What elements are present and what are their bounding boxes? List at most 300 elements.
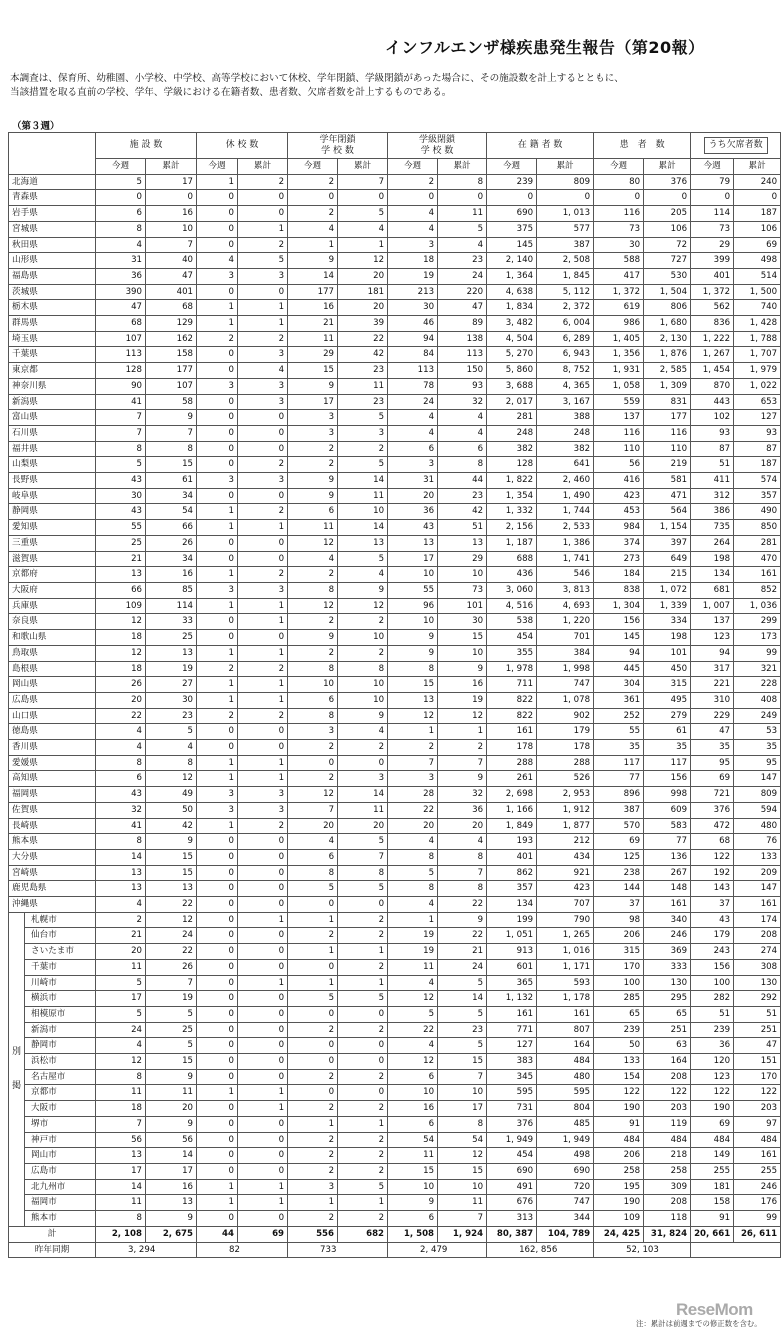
row-name: 兵庫県 — [9, 598, 96, 614]
table-cell: 16 — [146, 1179, 197, 1195]
row-name: 高知県 — [9, 771, 96, 787]
table-cell: 0 — [197, 630, 238, 646]
table-cell: 484 — [594, 1132, 644, 1148]
table-cell: 1 — [197, 677, 238, 693]
table-cell: 106 — [734, 221, 781, 237]
table-cell: 1 — [338, 975, 388, 991]
table-cell: 127 — [734, 410, 781, 426]
table-cell: 18 — [96, 630, 146, 646]
table-cell: 9 — [146, 1069, 197, 1085]
table-cell: 2 — [288, 645, 338, 661]
header-facilities: 施 設 数 — [96, 133, 197, 159]
table-cell: 3, 167 — [537, 394, 594, 410]
table-row — [9, 1006, 781, 1022]
table-cell: 4 — [438, 425, 487, 441]
corner-cell — [9, 133, 96, 175]
table-cell: 1, 372 — [594, 284, 644, 300]
table-cell: 95 — [691, 755, 734, 771]
table-cell: 0 — [197, 284, 238, 300]
table-cell: 282 — [691, 991, 734, 1007]
table-cell: 8 — [146, 755, 197, 771]
table-cell: 902 — [537, 708, 594, 724]
table-cell: 740 — [734, 300, 781, 316]
table-cell: 3 — [197, 787, 238, 803]
table-cell: 20 — [338, 300, 388, 316]
table-row — [9, 174, 781, 190]
table-cell: 5 — [288, 991, 338, 1007]
table-cell: 1, 876 — [644, 347, 691, 363]
last-year-cell: 3, 294 — [96, 1242, 197, 1258]
row-name: 石川県 — [9, 425, 96, 441]
table-row — [9, 614, 781, 630]
table-row — [9, 221, 781, 237]
table-cell: 251 — [644, 1022, 691, 1038]
table-cell: 498 — [734, 253, 781, 269]
table-cell: 3 — [238, 378, 288, 394]
table-cell: 25 — [146, 630, 197, 646]
table-cell: 408 — [734, 692, 781, 708]
table-cell: 1 — [197, 174, 238, 190]
table-cell: 0 — [238, 1116, 288, 1132]
table-cell: 5 — [96, 975, 146, 991]
table-row — [9, 488, 781, 504]
table-cell: 771 — [487, 1022, 537, 1038]
table-cell: 16 — [146, 206, 197, 222]
table-cell: 0 — [238, 206, 288, 222]
table-cell: 526 — [537, 771, 594, 787]
table-row — [9, 661, 781, 677]
table-cell: 4 — [288, 221, 338, 237]
table-cell: 1, 007 — [691, 598, 734, 614]
table-cell: 150 — [438, 363, 487, 379]
table-cell: 0 — [197, 912, 238, 928]
table-cell: 248 — [487, 425, 537, 441]
table-cell: 1 — [197, 1195, 238, 1211]
table-cell: 0 — [197, 221, 238, 237]
table-cell: 8 — [96, 1069, 146, 1085]
table-cell: 122 — [734, 1085, 781, 1101]
table-cell: 10 — [438, 567, 487, 583]
table-row — [9, 410, 781, 426]
footnote: 注：累計は前週までの修正数を含む。 — [636, 1319, 762, 1328]
table-cell: 9 — [146, 834, 197, 850]
table-cell: 238 — [594, 865, 644, 881]
table-cell: 246 — [734, 1179, 781, 1195]
table-cell: 5 — [338, 551, 388, 567]
table-cell: 5 — [146, 1038, 197, 1054]
table-cell: 0 — [288, 755, 338, 771]
table-cell: 118 — [644, 1211, 691, 1227]
table-cell: 4 — [388, 897, 438, 913]
table-cell: 0 — [197, 724, 238, 740]
table-cell: 619 — [594, 300, 644, 316]
table-cell: 12 — [288, 598, 338, 614]
table-row — [9, 818, 781, 834]
table-cell: 2 — [338, 1101, 388, 1117]
row-name: 和歌山県 — [9, 630, 96, 646]
row-name: 名古屋市 — [25, 1069, 96, 1085]
table-cell: 0 — [197, 1022, 238, 1038]
table-cell: 6 — [388, 1116, 438, 1132]
table-row — [9, 582, 781, 598]
table-cell: 0 — [197, 488, 238, 504]
table-cell: 14 — [338, 473, 388, 489]
table-cell: 0 — [238, 630, 288, 646]
table-cell: 1, 356 — [594, 347, 644, 363]
table-cell: 1 — [197, 598, 238, 614]
table-cell: 2 — [338, 1132, 388, 1148]
table-cell: 5 — [146, 1006, 197, 1022]
table-cell: 128 — [487, 457, 537, 473]
table-cell: 562 — [691, 300, 734, 316]
table-cell: 11 — [338, 802, 388, 818]
table-cell: 69 — [691, 771, 734, 787]
table-cell: 2 — [288, 1101, 338, 1117]
table-cell: 390 — [96, 284, 146, 300]
row-name: 群馬県 — [9, 316, 96, 332]
table-cell: 20 — [288, 818, 338, 834]
table-cell: 344 — [537, 1211, 594, 1227]
table-cell: 119 — [644, 1116, 691, 1132]
header-closures: 休 校 数 — [197, 133, 288, 159]
table-cell: 2 — [338, 1148, 388, 1164]
table-row — [9, 347, 781, 363]
table-cell: 376 — [691, 802, 734, 818]
table-cell: 25 — [96, 535, 146, 551]
table-cell: 0 — [238, 1022, 288, 1038]
table-cell: 0 — [238, 1006, 288, 1022]
subheader-cumulative: 累計 — [537, 159, 594, 175]
table-cell: 255 — [734, 1164, 781, 1180]
table-cell: 5 — [288, 881, 338, 897]
table-cell: 177 — [146, 363, 197, 379]
table-cell: 91 — [594, 1116, 644, 1132]
table-row — [9, 473, 781, 489]
table-cell: 308 — [734, 959, 781, 975]
table-cell: 15 — [438, 630, 487, 646]
table-cell: 355 — [487, 645, 537, 661]
table-cell: 55 — [594, 724, 644, 740]
table-cell: 2 — [288, 614, 338, 630]
table-cell: 10 — [338, 692, 388, 708]
table-cell: 4 — [96, 724, 146, 740]
table-cell: 9 — [288, 488, 338, 504]
table-cell: 69 — [734, 237, 781, 253]
table-cell: 4, 693 — [537, 598, 594, 614]
table-cell: 3, 060 — [487, 582, 537, 598]
table-cell: 401 — [487, 849, 537, 865]
table-cell: 2 — [338, 740, 388, 756]
row-name: 秋田県 — [9, 237, 96, 253]
table-cell: 31 — [388, 473, 438, 489]
table-cell: 0 — [197, 1132, 238, 1148]
table-cell: 24 — [438, 268, 487, 284]
table-cell: 35 — [644, 740, 691, 756]
table-cell: 0 — [338, 755, 388, 771]
table-cell: 30 — [388, 300, 438, 316]
table-cell: 12 — [288, 535, 338, 551]
table-cell: 0 — [197, 614, 238, 630]
table-cell: 0 — [288, 1054, 338, 1070]
total-cell: 1, 508 — [388, 1226, 438, 1242]
row-name: さいたま市 — [25, 944, 96, 960]
table-cell: 747 — [537, 677, 594, 693]
table-row — [9, 268, 781, 284]
row-name: 愛媛県 — [9, 755, 96, 771]
table-cell: 0 — [238, 740, 288, 756]
table-cell: 1 — [288, 912, 338, 928]
header-absent-label: うち欠席者数 — [704, 137, 768, 154]
table-cell: 8 — [146, 441, 197, 457]
table-cell: 2 — [238, 174, 288, 190]
table-cell: 2 — [238, 661, 288, 677]
table-cell: 2 — [288, 740, 338, 756]
table-cell: 54 — [388, 1132, 438, 1148]
row-name: 新潟県 — [9, 394, 96, 410]
table-cell: 22 — [388, 1022, 438, 1038]
table-cell: 128 — [96, 363, 146, 379]
table-cell: 436 — [487, 567, 537, 583]
table-cell: 51 — [438, 520, 487, 536]
week-label: （第３週） — [12, 121, 60, 132]
table-cell: 138 — [438, 331, 487, 347]
table-row — [9, 535, 781, 551]
table-cell: 19 — [388, 928, 438, 944]
table-cell: 1 — [197, 316, 238, 332]
table-cell: 36 — [691, 1038, 734, 1054]
table-row — [9, 959, 781, 975]
table-cell: 1 — [238, 975, 288, 991]
table-cell: 5 — [438, 1038, 487, 1054]
table-cell: 4 — [338, 724, 388, 740]
table-cell: 8 — [96, 834, 146, 850]
table-cell: 243 — [691, 944, 734, 960]
table-row — [9, 755, 781, 771]
table-cell: 208 — [734, 928, 781, 944]
table-cell: 114 — [691, 206, 734, 222]
subheader-this-week: 今週 — [96, 159, 146, 175]
table-cell: 0 — [238, 724, 288, 740]
table-cell: 340 — [644, 912, 691, 928]
table-cell: 30 — [146, 692, 197, 708]
table-row — [9, 300, 781, 316]
table-cell: 0 — [197, 944, 238, 960]
table-cell: 0 — [197, 535, 238, 551]
table-cell: 187 — [734, 206, 781, 222]
subheader-cumulative: 累計 — [644, 159, 691, 175]
table-cell: 0 — [197, 1211, 238, 1227]
table-cell: 14 — [338, 520, 388, 536]
table-cell: 1, 078 — [537, 692, 594, 708]
table-cell: 8 — [388, 849, 438, 865]
subheader-cumulative: 累計 — [146, 159, 197, 175]
table-cell: 95 — [734, 755, 781, 771]
table-cell: 480 — [537, 1069, 594, 1085]
table-cell: 206 — [594, 1148, 644, 1164]
table-cell: 10 — [388, 1179, 438, 1195]
table-cell: 3 — [238, 347, 288, 363]
table-cell: 1 — [288, 237, 338, 253]
table-cell: 0 — [238, 1038, 288, 1054]
table-cell: 37 — [594, 897, 644, 913]
table-cell: 4 — [146, 740, 197, 756]
table-cell: 12 — [338, 253, 388, 269]
table-cell: 42 — [438, 504, 487, 520]
table-cell: 8 — [288, 661, 338, 677]
table-cell: 491 — [487, 1179, 537, 1195]
table-row — [9, 897, 781, 913]
table-cell: 1 — [438, 724, 487, 740]
table-cell: 248 — [537, 425, 594, 441]
table-cell: 1, 304 — [594, 598, 644, 614]
table-cell: 0 — [197, 897, 238, 913]
table-cell: 109 — [96, 598, 146, 614]
table-cell: 77 — [594, 771, 644, 787]
table-cell: 1, 998 — [537, 661, 594, 677]
table-cell: 3, 482 — [487, 316, 537, 332]
table-cell: 117 — [594, 755, 644, 771]
table-row — [9, 1211, 781, 1227]
row-name: 長崎県 — [9, 818, 96, 834]
table-cell: 0 — [487, 190, 537, 206]
table-cell: 0 — [197, 441, 238, 457]
table-cell: 22 — [388, 802, 438, 818]
table-cell: 1, 877 — [537, 818, 594, 834]
table-cell: 0 — [197, 991, 238, 1007]
table-cell: 0 — [197, 347, 238, 363]
table-cell: 416 — [594, 473, 644, 489]
table-cell: 595 — [537, 1085, 594, 1101]
table-cell: 2 — [238, 818, 288, 834]
table-cell: 6 — [288, 849, 338, 865]
table-cell: 23 — [438, 1022, 487, 1038]
table-cell: 78 — [388, 378, 438, 394]
table-cell: 50 — [594, 1038, 644, 1054]
row-name: 埼玉県 — [9, 331, 96, 347]
table-cell: 72 — [644, 237, 691, 253]
row-name: 川崎市 — [25, 975, 96, 991]
table-cell: 6, 943 — [537, 347, 594, 363]
table-cell: 495 — [644, 692, 691, 708]
table-row — [9, 708, 781, 724]
table-cell: 8 — [438, 457, 487, 473]
table-cell: 179 — [537, 724, 594, 740]
table-cell: 0 — [197, 425, 238, 441]
row-name: 三重県 — [9, 535, 96, 551]
table-cell: 24 — [146, 928, 197, 944]
table-cell: 10 — [438, 1085, 487, 1101]
table-row — [9, 1022, 781, 1038]
table-cell: 9 — [288, 378, 338, 394]
table-cell: 8 — [438, 174, 487, 190]
table-cell: 3 — [288, 410, 338, 426]
table-cell: 113 — [388, 363, 438, 379]
table-cell: 0 — [96, 190, 146, 206]
table-cell: 472 — [691, 818, 734, 834]
total-cell: 80, 387 — [487, 1226, 537, 1242]
table-cell: 2 — [288, 1164, 338, 1180]
table-cell: 5 — [338, 881, 388, 897]
table-cell: 9 — [338, 708, 388, 724]
table-cell: 0 — [288, 897, 338, 913]
table-row — [9, 1132, 781, 1148]
table-cell: 19 — [146, 661, 197, 677]
table-cell: 735 — [691, 520, 734, 536]
table-cell: 9 — [146, 1211, 197, 1227]
table-row — [9, 740, 781, 756]
table-cell: 4 — [388, 206, 438, 222]
table-cell: 192 — [691, 865, 734, 881]
table-cell: 365 — [487, 975, 537, 991]
table-cell: 434 — [537, 849, 594, 865]
table-cell: 9 — [388, 1195, 438, 1211]
table-cell: 0 — [288, 1038, 338, 1054]
table-row — [9, 206, 781, 222]
table-cell: 53 — [734, 724, 781, 740]
table-cell: 15 — [438, 1054, 487, 1070]
table-cell: 63 — [644, 1038, 691, 1054]
table-cell: 4, 504 — [487, 331, 537, 347]
table-cell: 0 — [288, 959, 338, 975]
table-cell: 2, 140 — [487, 253, 537, 269]
table-row — [9, 1069, 781, 1085]
table-row — [9, 802, 781, 818]
table-cell: 2 — [238, 331, 288, 347]
table-cell: 147 — [734, 881, 781, 897]
table-cell: 7 — [438, 865, 487, 881]
table-cell: 454 — [487, 1148, 537, 1164]
table-cell: 209 — [734, 865, 781, 881]
table-cell: 15 — [146, 849, 197, 865]
table-cell: 2, 533 — [537, 520, 594, 536]
header-grade-closures — [288, 133, 388, 159]
table-cell: 4 — [438, 834, 487, 850]
table-cell: 221 — [691, 677, 734, 693]
table-cell: 804 — [537, 1101, 594, 1117]
table-cell: 4 — [338, 567, 388, 583]
table-cell: 9 — [288, 473, 338, 489]
row-name: 広島市 — [25, 1164, 96, 1180]
table-cell: 3 — [197, 378, 238, 394]
table-row — [9, 975, 781, 991]
table-cell: 383 — [487, 1054, 537, 1070]
table-cell: 1, 364 — [487, 268, 537, 284]
table-cell: 6 — [288, 692, 338, 708]
table-cell: 399 — [691, 253, 734, 269]
total-cell: 26, 611 — [734, 1226, 781, 1242]
table-cell: 7 — [96, 425, 146, 441]
table-cell: 97 — [734, 1116, 781, 1132]
table-cell: 1 — [388, 912, 438, 928]
table-cell: 11 — [438, 206, 487, 222]
table-cell: 1, 504 — [644, 284, 691, 300]
table-cell: 47 — [438, 300, 487, 316]
subheader-this-week: 今週 — [691, 159, 734, 175]
table-cell: 11 — [338, 378, 388, 394]
table-cell: 2, 130 — [644, 331, 691, 347]
table-cell: 2, 585 — [644, 363, 691, 379]
table-cell: 54 — [438, 1132, 487, 1148]
table-cell: 5 — [338, 991, 388, 1007]
table-cell: 3 — [238, 473, 288, 489]
table-cell: 10 — [388, 567, 438, 583]
table-cell: 249 — [734, 708, 781, 724]
subheader-this-week: 今週 — [388, 159, 438, 175]
table-cell: 0 — [238, 1054, 288, 1070]
total-cell: 2, 675 — [146, 1226, 197, 1242]
table-cell: 2 — [388, 740, 438, 756]
table-cell: 3 — [197, 802, 238, 818]
